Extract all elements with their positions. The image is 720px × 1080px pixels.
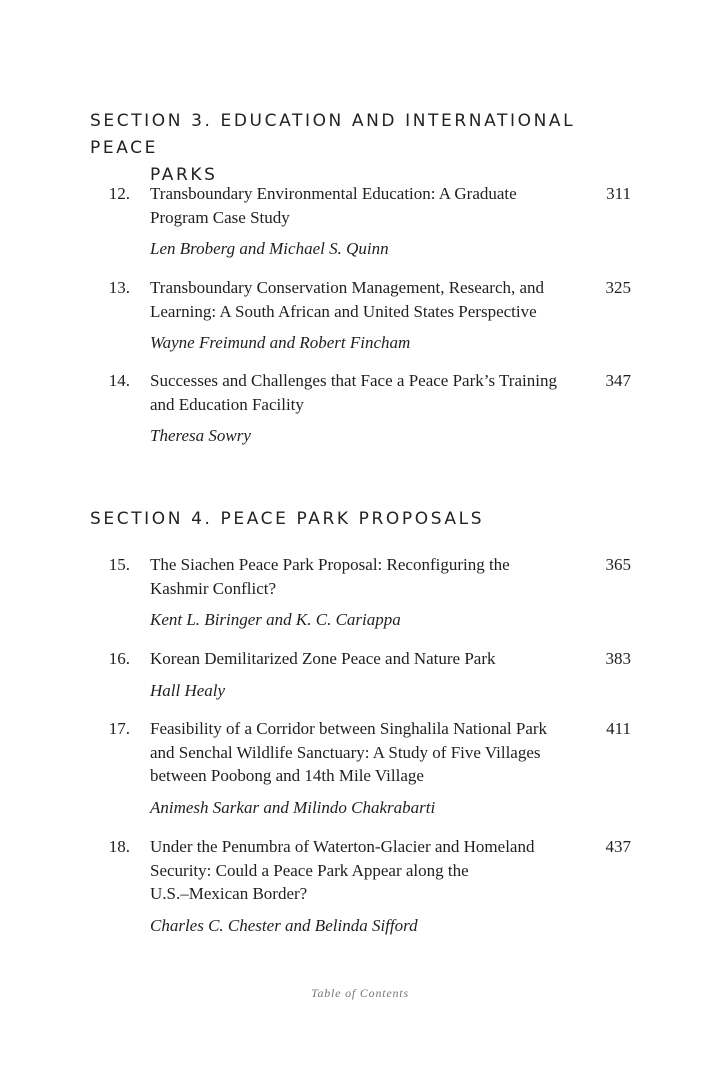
entry-title: Feasibility of a Corridor between Singhalila National Park and Senchal Wildlife Sanctuary: A Study of Five Villages between Poobong and 14th Mile Village xyxy=(150,719,548,785)
section-4-heading-line1: SECTION 4. PEACE PARK PROPOSALS xyxy=(90,509,485,529)
section-3-heading xyxy=(90,108,650,189)
entry-page-number: 365 xyxy=(605,555,631,574)
toc-entry-12[interactable] xyxy=(90,182,635,261)
entry-title: Transboundary Environmental Education: A Graduate Program Case Study xyxy=(150,184,517,227)
entry-number: 18. xyxy=(108,837,130,856)
entry-number: 17. xyxy=(108,719,130,738)
entry-number: 12. xyxy=(108,184,130,203)
entry-page-number: 437 xyxy=(605,837,631,856)
entry-page-number: 383 xyxy=(605,649,631,668)
toc-entry-16[interactable] xyxy=(90,647,635,702)
entry-authors: Len Broberg and Michael S. Quinn xyxy=(150,239,389,258)
entry-number: 16. xyxy=(108,649,130,668)
toc-entry-17[interactable] xyxy=(90,717,635,819)
section-3-heading-line1: SECTION 3. EDUCATION AND INTERNATIONAL PEACE xyxy=(90,111,576,158)
entry-page-number: 325 xyxy=(605,278,631,297)
toc-entry-13[interactable] xyxy=(90,276,635,355)
entry-number: 13. xyxy=(108,278,130,297)
entry-title: The Siachen Peace Park Proposal: Reconfiguring the Kashmir Conflict? xyxy=(150,555,510,598)
entry-authors: Theresa Sowry xyxy=(150,426,251,445)
toc-entry-15[interactable] xyxy=(90,553,635,632)
entry-page-number: 411 xyxy=(606,719,631,738)
entry-title: Korean Demilitarized Zone Peace and Nature Park xyxy=(150,649,496,668)
entry-number: 14. xyxy=(108,371,130,390)
entry-authors: Charles C. Chester and Belinda Sifford xyxy=(150,915,418,935)
section-4-heading xyxy=(90,506,650,533)
entry-page-number: 311 xyxy=(606,184,631,203)
toc-entry-18[interactable] xyxy=(90,835,635,937)
entry-number: 15. xyxy=(108,555,130,574)
section-3-heading-line2: PARKS xyxy=(150,165,218,185)
entry-title: Under the Penumbra of Waterton-Glacier and Homeland Security: Could a Peace Park Appear along the U.S.–Mexican Border? xyxy=(150,837,535,903)
entry-authors: Wayne Freimund and Robert Fincham xyxy=(150,333,411,352)
toc-entry-14[interactable] xyxy=(90,369,635,448)
entry-title: Successes and Challenges that Face a Peace Park’s Training and Education Facility xyxy=(150,371,557,414)
running-footer: Table of Contents xyxy=(311,986,409,1000)
entry-authors: Animesh Sarkar and Milindo Chakrabarti xyxy=(150,797,436,817)
entry-authors: Kent L. Biringer and K. C. Cariappa xyxy=(150,610,401,629)
entry-title: Transboundary Conservation Management, Research, and Learning: A South African and United States Perspective xyxy=(150,278,545,321)
entry-page-number: 347 xyxy=(605,371,631,390)
entry-authors: Hall Healy xyxy=(150,680,226,700)
